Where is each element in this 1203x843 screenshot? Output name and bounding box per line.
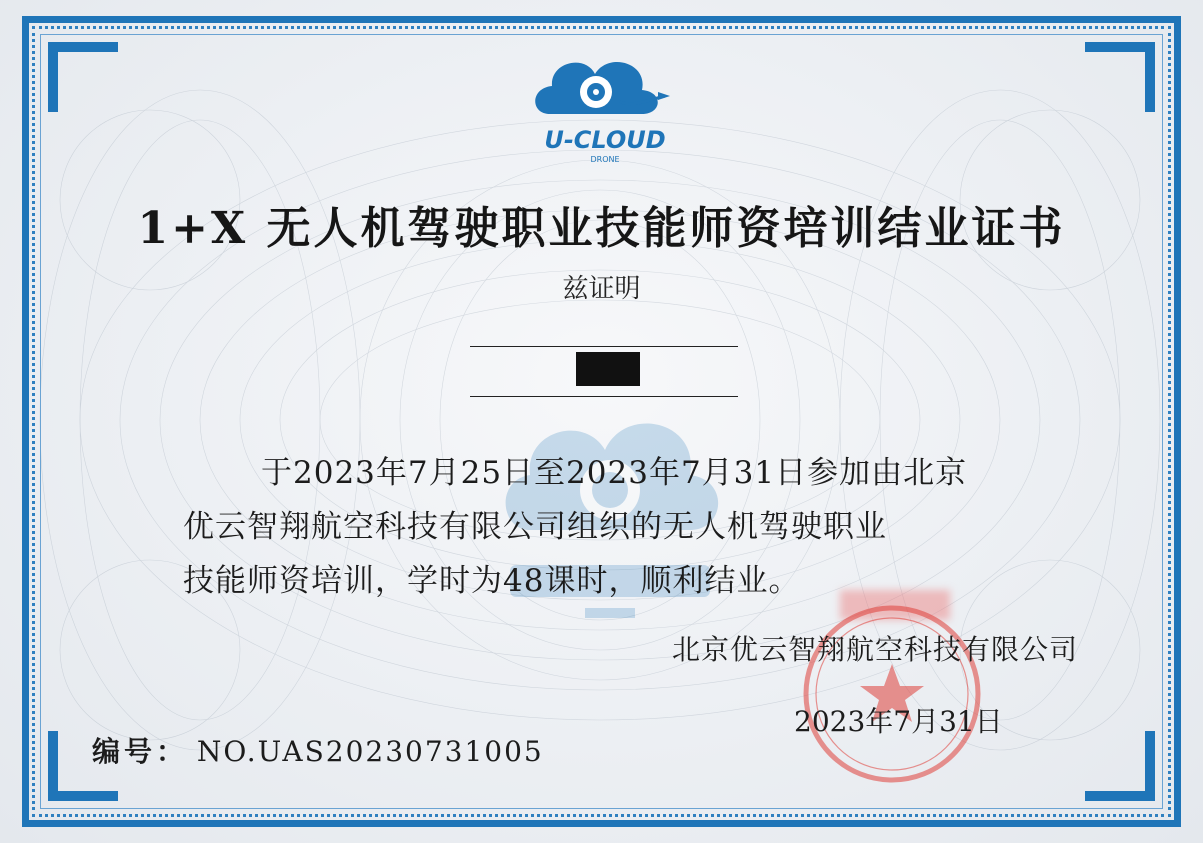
issuer-name: 北京优云智翔航空科技有限公司 [672, 633, 1079, 666]
body-line-1: 于2023年7月25日至2023年7月31日参加由北京 [261, 455, 968, 491]
serial-value: NO.UAS20230731005 [196, 735, 544, 768]
corner-ornament-bottom-right [1085, 731, 1155, 801]
certificate-subtitle: 兹证明 [562, 274, 641, 304]
certificate-body [183, 446, 1063, 608]
serial-label: 编号： [92, 735, 189, 768]
issue-date: 2023年7月31日 [794, 705, 1003, 738]
logo-tagline-text: DRONE [590, 155, 620, 164]
recipient-name-redacted [576, 352, 640, 386]
u-cloud-logo-icon [530, 52, 680, 167]
name-line-top [470, 346, 738, 347]
serial-number [92, 730, 544, 770]
body-line-2: 优云智翔航空科技有限公司组织的无人机驾驶职业 [183, 509, 887, 545]
corner-ornament-top-left [48, 42, 118, 112]
logo-brand-text: U-CLOUD [544, 126, 666, 154]
certificate-title: 1+X 无人机驾驶职业技能师资培训结业证书 [137, 203, 1066, 254]
corner-ornament-top-right [1085, 42, 1155, 112]
body-line-3: 技能师资培训，学时为48课时，顺利结业。 [183, 563, 801, 599]
name-line-bottom [470, 396, 738, 397]
